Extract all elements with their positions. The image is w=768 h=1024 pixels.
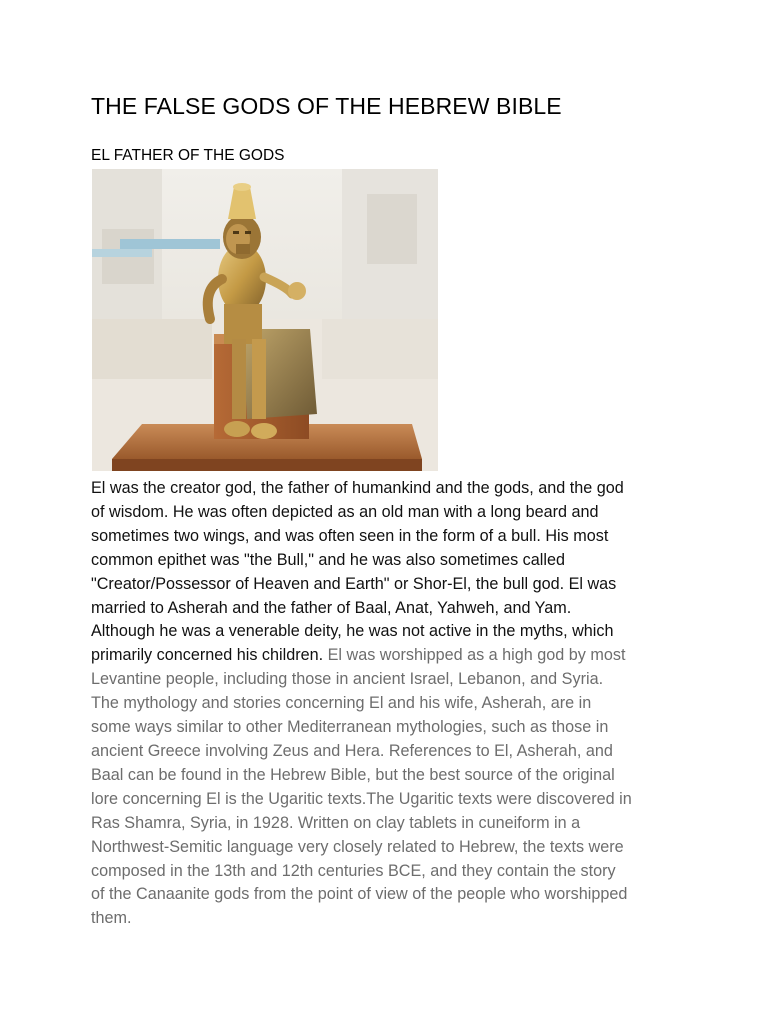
body-text-run: ancient Greece involving Zeus and Hera. References to El, Asherah, and bbox=[91, 741, 613, 760]
body-text-run: Levantine people, including those in ancient Israel, Lebanon, and Syria. bbox=[91, 670, 604, 689]
body-text-run: lore concerning El is the Ugaritic texts.The Ugaritic texts were discovered in bbox=[91, 789, 632, 808]
body-line bbox=[91, 525, 691, 549]
body-line bbox=[91, 597, 691, 621]
body-text-run: "Creator/Possessor of Heaven and Earth" or Shor-El, the bull god. El was bbox=[91, 574, 617, 593]
body-line bbox=[91, 716, 691, 740]
body-line bbox=[91, 740, 691, 764]
body-line bbox=[91, 907, 691, 931]
body-line bbox=[91, 477, 691, 501]
body-line bbox=[91, 788, 691, 812]
body-line bbox=[91, 501, 691, 525]
body-line bbox=[91, 860, 691, 884]
body-text-run: them. bbox=[91, 909, 132, 928]
body-text-run: common epithet was "the Bull," and he was also sometimes called bbox=[91, 550, 565, 569]
body-line bbox=[91, 883, 691, 907]
body-text-run: Baal can be found in the Hebrew Bible, but the best source of the original bbox=[91, 765, 615, 784]
body-text-run: composed in the 13th and 12th centuries BCE, and they contain the story bbox=[91, 861, 616, 880]
section-heading: EL FATHER OF THE GODS bbox=[91, 147, 285, 164]
body-line bbox=[91, 620, 691, 644]
body-paragraph bbox=[91, 477, 691, 931]
el-figurine-photo bbox=[92, 169, 438, 471]
body-text-run: The mythology and stories concerning El and his wife, Asherah, are in bbox=[91, 694, 592, 713]
body-line bbox=[91, 668, 691, 692]
body-line bbox=[91, 836, 691, 860]
body-text-run: of the Canaanite gods from the point of view of the people who worshipped bbox=[91, 885, 628, 904]
body-text-run: El was the creator god, the father of humankind and the gods, and the god bbox=[91, 479, 624, 497]
el-figurine-photo-icon bbox=[92, 169, 438, 471]
body-text-run: some ways similar to other Mediterranean mythologies, such as those in bbox=[91, 718, 609, 737]
body-line bbox=[91, 692, 691, 716]
body-text-run: primarily concerned his children. bbox=[91, 646, 324, 665]
body-text-run: of wisdom. He was often depicted as an old man with a long beard and bbox=[91, 502, 599, 521]
body-text-run: Although he was a venerable deity, he was not active in the myths, which bbox=[91, 622, 614, 641]
body-text-run: El was worshipped as a high god by most bbox=[323, 646, 626, 665]
body-line bbox=[91, 764, 691, 788]
body-line bbox=[91, 573, 691, 597]
body-text-run: Ras Shamra, Syria, in 1928. Written on clay tablets in cuneiform in a bbox=[91, 813, 581, 832]
body-line bbox=[91, 644, 691, 668]
body-line bbox=[91, 812, 691, 836]
body-line bbox=[91, 549, 691, 573]
body-text-run: married to Asherah and the father of Baal, Anat, Yahweh, and Yam. bbox=[91, 598, 572, 617]
body-text-run: Northwest-Semitic language very closely related to Hebrew, the texts were bbox=[91, 837, 624, 856]
document-title: THE FALSE GODS OF THE HEBREW BIBLE bbox=[91, 93, 562, 119]
body-text-run: sometimes two wings, and was often seen in the form of a bull. His most bbox=[91, 526, 609, 545]
